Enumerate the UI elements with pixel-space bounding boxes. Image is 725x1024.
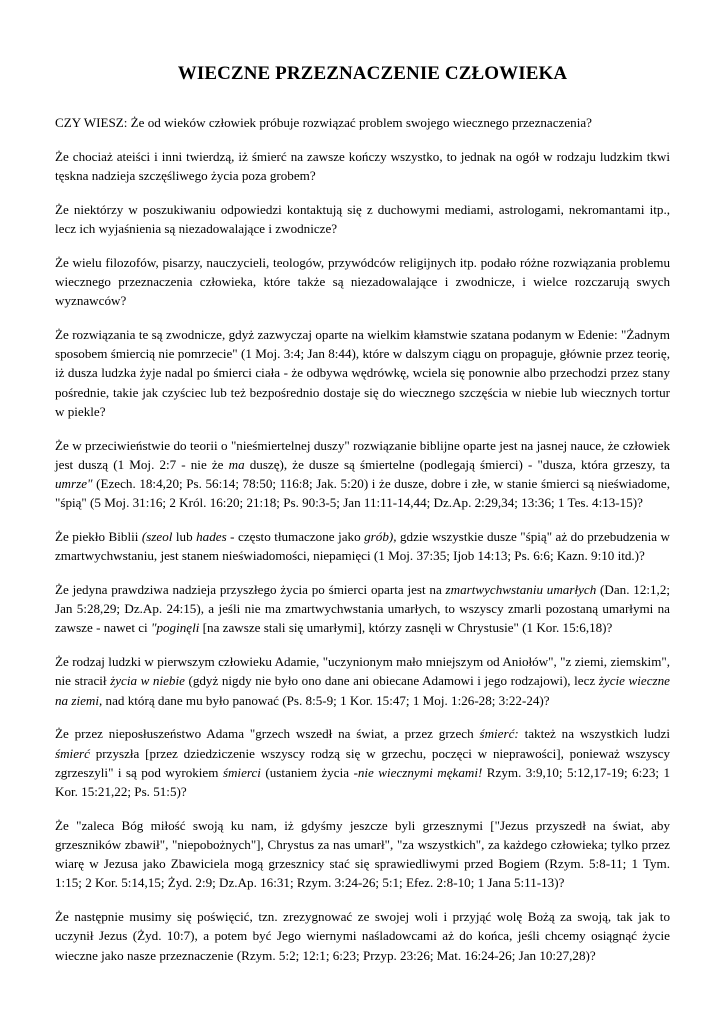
paragraph: [55, 580, 670, 638]
italic-text: życie wieczne na ziemi,: [55, 673, 670, 708]
paragraph: [55, 325, 670, 421]
paragraph: [55, 816, 670, 893]
text-run: CZY WIESZ: Że od wieków człowiek próbuje rozwiązać problem swojego wiecznego przeznaczenia?: [55, 115, 592, 130]
text-run: Że rodzaj ludzki w pierwszym człowieku Adamie, "uczynionym mało mniejszym od Aniołów", "z ziemi, ziemskim", nie stracił: [55, 654, 670, 689]
text-run: takteż na wszystkich ludzi: [518, 726, 671, 742]
text-run: [na zawsze stali się umarłymi], którzy zasnęli w Chrystusie" (1 Kor. 15:6,18)?: [199, 620, 613, 636]
italic-text: umrze": [55, 476, 93, 492]
italic-text: grób),: [364, 529, 397, 545]
text-run: Że piekło Biblii: [55, 529, 142, 545]
italic-text: nie wiecznymi mękami!: [357, 764, 483, 780]
paragraph: [55, 113, 670, 132]
text-run: Że "zaleca Bóg miłość swoją ku nam, iż gdyśmy jeszcze byli grzesznymi ["Jezus przyszedł na świat, aby grzeszników zbawił", "niepobożnych"], Chrystus za nas umarł", "za wszystkich", za każdego człowieka; tylko przez wiarę w Jezusa jako Zbawiciela mogą grzesznicy stać się sprawiedliwymi przed Bogiem (Rzym. 5:8-11; 1 Tym. 1:15; 2 Kor. 5:14,15; Żyd. 2:9; Dz.Ap. 16:31; Rzym. 3:24-26; 5:1; Efez. 2:8-10; 1 Jana 5:11-13)?: [55, 817, 670, 891]
text-run: Że w przeciwieństwie do teorii o "nieśmiertelnej duszy" rozwiązanie biblijne oparte jest na jasnej nauce, że człowiek jest duszą (1 Moj. 2:7 - nie że: [55, 437, 670, 472]
paragraph: [55, 907, 670, 965]
text-run: (Dan. 12:1,2; Jan 5:28,29; Dz.Ap. 24:15), a jeśli nie ma zmartwychwstania umarłych, to wszyscy zmarli pozostaną umarłymi na zawsze - nawet ci: [55, 582, 671, 636]
italic-text: "poginęli: [150, 620, 200, 636]
italic-text: hades: [196, 529, 227, 545]
italic-text: (szeol: [141, 529, 173, 545]
italic-text: śmierć:: [479, 726, 519, 742]
text-run: Że następnie musimy się poświęcić, tzn. zrezygnować ze swojej woli i przyjąć wolę Bożą za swoją, tak jak to uczynił Jezus (Żyd. 10:7), a potem być Jego wiernymi naśladowcami aż do końca, jeśli chcemy osiągnąć życie wieczne jako nasze przeznaczenie (Rzym. 5:2; 12:1; 6:23; Przyp. 23:26; Mat. 16:24-26; Jan 10:27,28)?: [55, 909, 670, 963]
text-run: (Ezech. 18:4,20; Ps. 56:14; 78:50; 116:8; Jak. 5:20) i że dusze, dobre i złe, w stanie śmierci są nieświadome, "śpią" (5 Moj. 31:16; 2 Król. 16:20; 21:18; Ps. 90:3-5; Jan 11:11-14,44; Dz.Ap. 2:29,34; 13:36; 1 Tes. 4:13-15)?: [55, 476, 670, 511]
paragraph: [55, 253, 670, 311]
text-run: Że chociaż ateiści i inni twierdzą, iż śmierć na zawsze kończy wszystko, to jednak na ogół w rodzaju ludzkim tkwi tęskna nadzieja szczęśliwego życia poza grobem?: [55, 148, 670, 183]
paragraph: [55, 724, 670, 801]
paragraph: [55, 436, 670, 513]
italic-text: śmierć: [55, 745, 90, 761]
text-run: Że niektórzy w poszukiwaniu odpowiedzi kontaktują się z duchowymi mediami, astrologami, nekromantami itp., lecz ich wyjaśnienia są niezadowalające i zwodnicze?: [55, 201, 670, 236]
paragraph: [55, 527, 670, 565]
paragraph: [55, 147, 670, 185]
text-run: (ustaniem życia -: [260, 764, 358, 780]
text-run: (gdyż nigdy nie było ono dane ani obiecane Adamowi i jego rodzajowi), lecz: [184, 673, 599, 689]
text-run: lub: [172, 529, 197, 545]
text-run: Że wielu filozofów, pisarzy, nauczycieli, teologów, przywódców religijnych itp. podało różne rozwiązania problemu wiecznego przeznaczenia człowieka, które także są niezadowalające i zwodnicze, i wielce rozczarują swych wyznawców?: [55, 254, 670, 309]
paragraph: [55, 200, 670, 238]
text-run: nad którą dane mu było panować (Ps. 8:5-9; 1 Kor. 15:47; 1 Moj. 1:26-28; 3:22-24)?: [102, 692, 550, 708]
italic-text: ma: [228, 456, 245, 472]
page-title: WIECZNE PRZEZNACZENIE CZŁOWIEKA: [177, 63, 568, 84]
text-run: duszę), że dusze są śmiertelne (podlegają śmierci) - "dusza, która grzeszy, ta: [244, 456, 670, 472]
text-run: Że jedyna prawdziwa nadzieja przyszłego życia po śmierci oparta jest na: [55, 582, 446, 598]
document-body: [55, 113, 670, 965]
text-run: - często tłumaczone jako: [226, 529, 365, 545]
paragraph: [55, 652, 670, 710]
text-run: przyszła [przez dziedziczenie wszyscy rodzą się w grzechu, poczęci w nieprawości], ponieważ wszyscy zgrzeszyli" i są pod wyrokiem: [55, 745, 670, 780]
text-run: gdzie wszystkie dusze "śpią" aż do przebudzenia w zmartwychwstaniu, jest stanem nieświadomości, niepamięci (1 Moj. 37:35; Ijob 14:13; Ps. 6:6; Kazn. 9:10 itd.)?: [55, 529, 670, 564]
text-run: Że rozwiązania te są zwodnicze, gdyż zazwyczaj oparte na wielkim kłamstwie szatana podanym w Edenie: "Żadnym sposobem śmiercią nie pomrzecie" (1 Moj. 3:4; Jan 8:44), które w dalszym ciągu on propaguje, głównie przez teorię, iż dusza ludzka żyje nadal po śmierci ciała - że odbywa wędrówkę, wciela się ponownie albo przechodzi przez stany pośrednie, takie jak czyściec lub też bezpośrednio dostaje się do wiecznego szczęścia w niebie lub wiecznych tortur w piekle?: [55, 327, 670, 419]
italic-text: zmartwychwstaniu umarłych: [445, 582, 597, 598]
text-run: Rzym. 3:9,10; 5:12,17-19; 6:23; 1 Kor. 15:21,22; Ps. 51:5)?: [55, 764, 671, 800]
italic-text: życia w niebie: [110, 673, 185, 689]
text-run: Że przez nieposłuszeństwo Adama "grzech wszedł na świat, a przez grzech: [55, 726, 480, 742]
italic-text: śmierci: [222, 764, 261, 780]
